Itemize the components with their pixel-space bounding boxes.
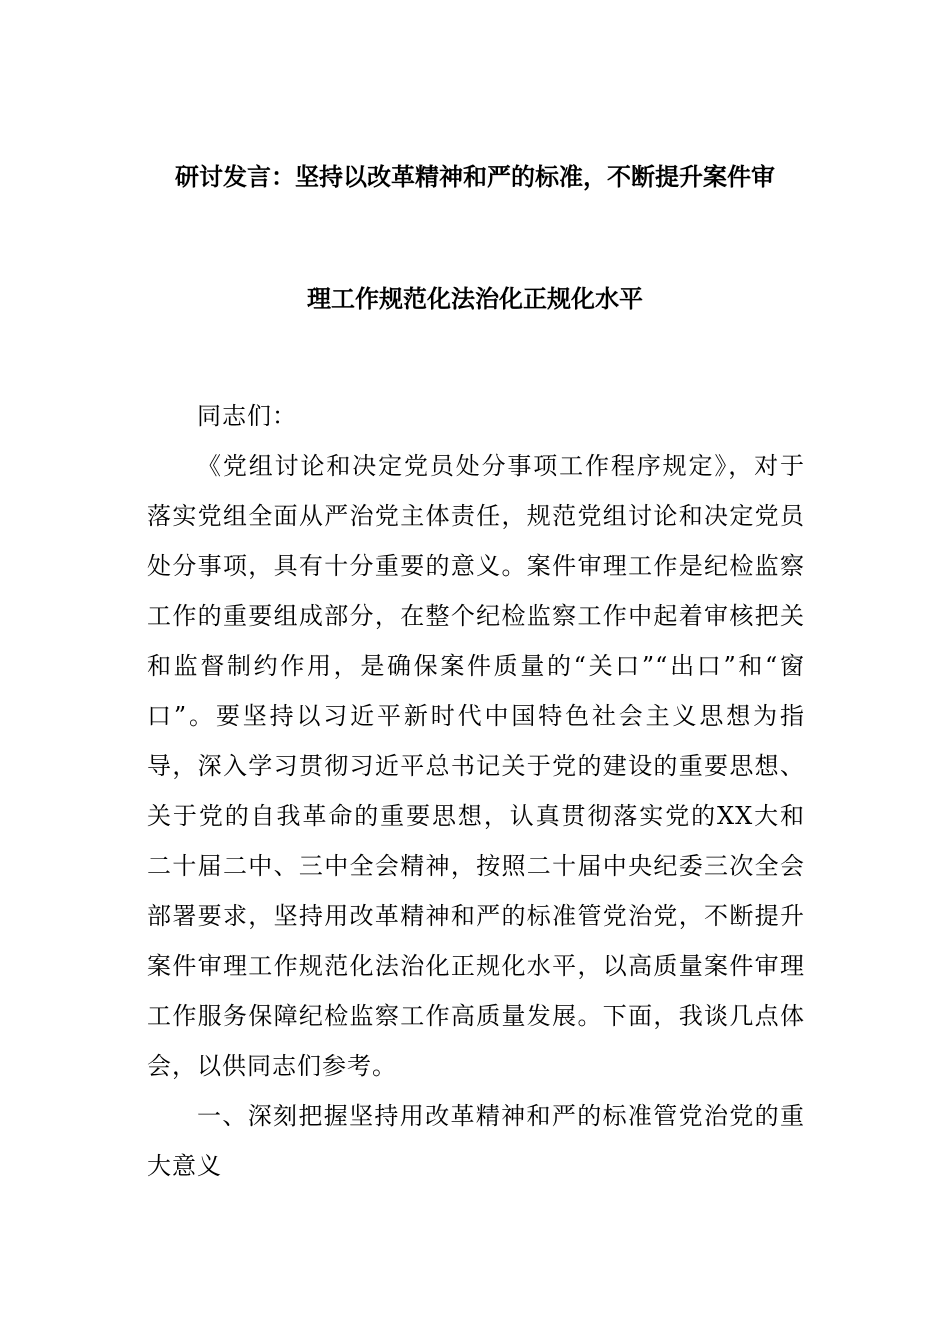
body-paragraph-1: 《党组讨论和决定党员处分事项工作程序规定》，对于落实党组全面从严治党主体责任，规范党组讨论和决定党员处分事项，具有十分重要的意义。案件审理工作是纪检监察工作的重要组成部分，在整个纪检监察工作中起着审核把关和监督制约作用，是确保案件质量的“关口”“出口”和“窗口”。要坚持以习近平新时代中国特色社会主义思想为指导，深入学习贯彻习近平总书记关于党的建设的重要思想、关于党的自我革命的重要思想，认真贯彻落实党的XX大和二十届二中、三中全会精神，按照二十届中央纪委三次全会部署要求，坚持用改革精神和严的标准管党治党，不断提升案件审理工作规范化法治化正规化水平，以高质量案件审理工作服务保障纪检监察工作高质量发展。下面，我谈几点体会，以供同志们参考。 [147, 452, 805, 1080]
document-title-line-1: 研讨发言：坚持以改革精神和严的标准，不断提升案件审 [175, 163, 775, 191]
greeting: 同志们： [197, 402, 297, 430]
document-title-line-2: 理工作规范化法治化正规化水平 [307, 285, 643, 313]
section-heading-1: 一、深刻把握坚持用改革精神和严的标准管党治党的重大意义 [147, 1102, 805, 1180]
